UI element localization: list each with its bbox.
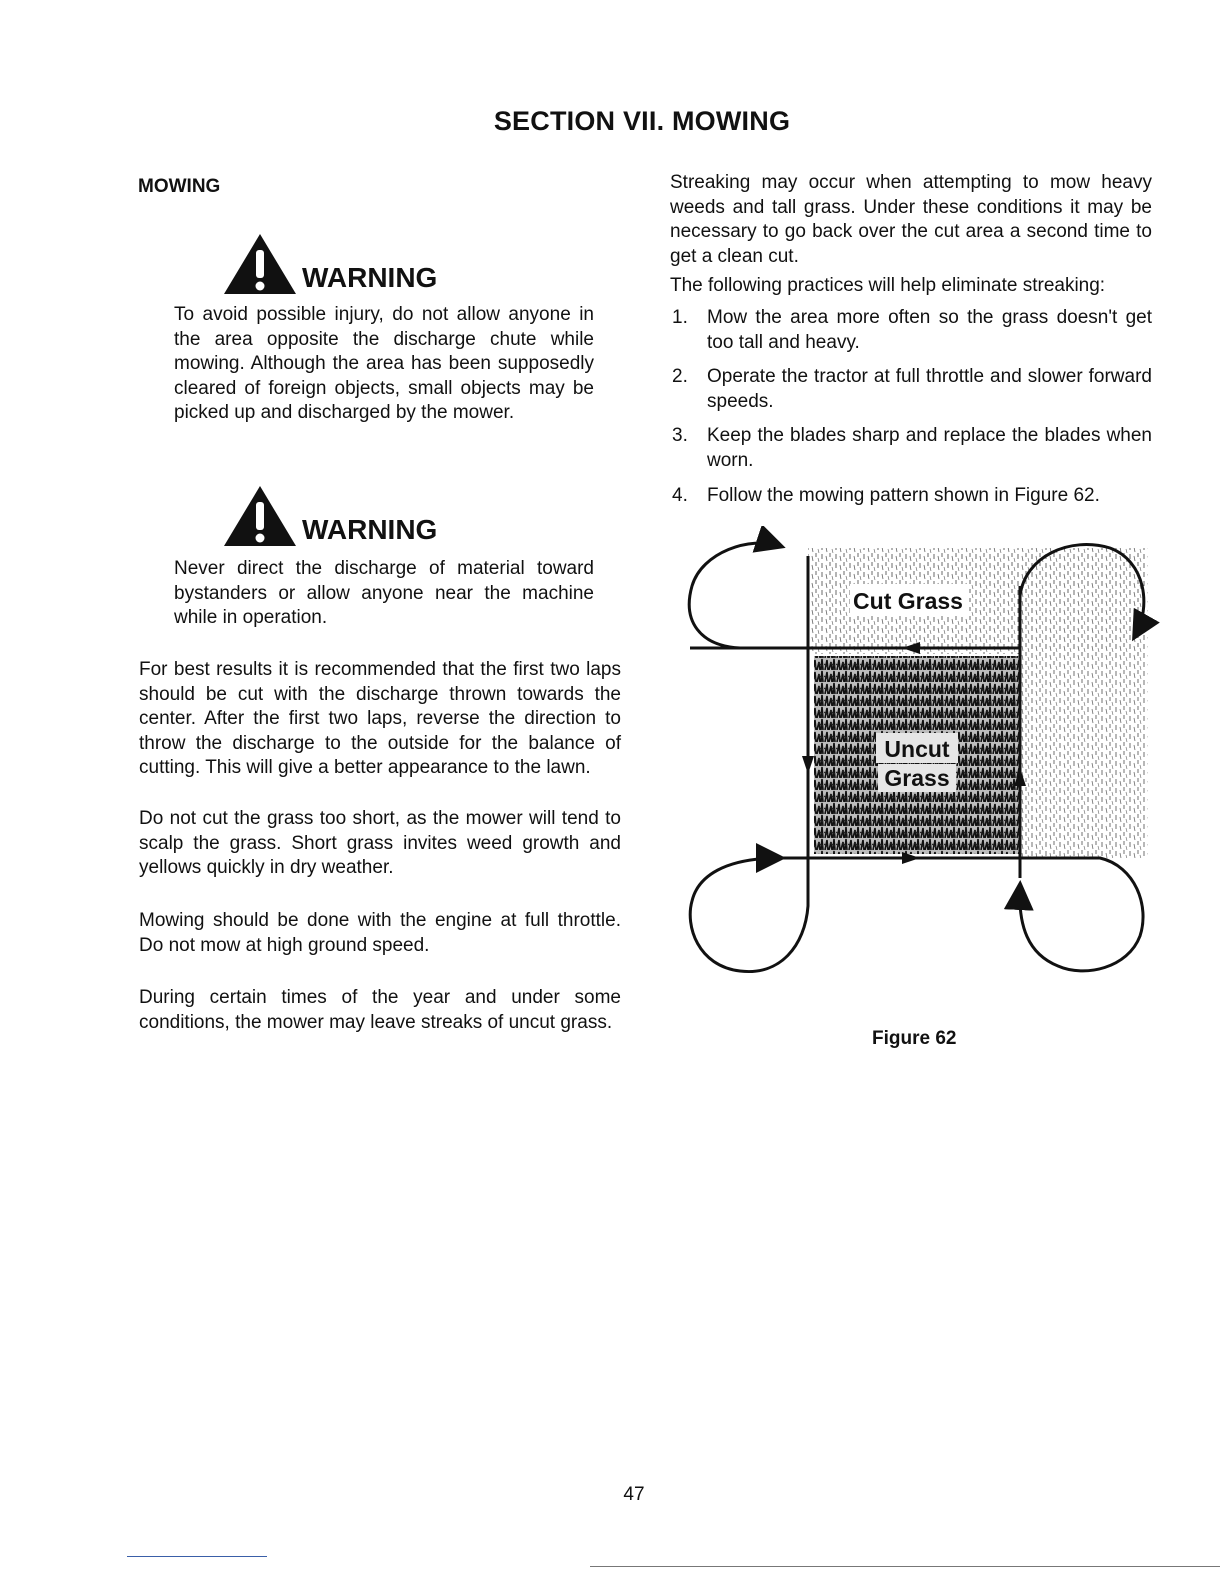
page-number: 47 [623,1484,645,1505]
list-item [670,484,1152,509]
warning-text-2: Never direct the discharge of material toward bystanders or allow anyone near the machine while in operation. [174,558,594,628]
warning-header-2 [222,484,437,548]
paragraph-streaks: During certain times of the year and under some conditions, the mower may leave streaks of uncut grass. [139,987,621,1033]
cut-grass-side-area [1020,654,1148,858]
warning-triangle-icon [222,232,298,296]
footer-rule-right [590,1566,1220,1567]
paragraph-cut-height: Do not cut the grass too short, as the mower will tend to scalp the grass. Short grass invites weed growth and yellows quickly in dry weather. [139,808,621,878]
list-intro: The following practices will help eliminate streaking: [670,275,1106,296]
list-number: 4. [672,485,688,506]
warning-header-1 [222,232,437,296]
paragraph-throttle: Mowing should be done with the engine at full throttle. Do not mow at high ground speed. [139,910,621,956]
warning-label-2: WARNING [302,514,438,545]
list-text: Follow the mowing pattern shown in Figure 62. [707,485,1100,506]
list-text: Mow the area more often so the grass doesn't get too tall and heavy. [707,307,1152,353]
uncut-grass-label-2: Grass [884,765,950,791]
warning-text-1: To avoid possible injury, do not allow anyone in the area opposite the discharge chute while mowing. Although the area has been supposedly cleared of foreign objects, small objects may be picked up and discharged by the mower. [174,304,594,423]
list-number: 1. [672,307,688,328]
paragraph-discharge: For best results it is recommended that the first two laps should be cut with the discharge thrown towards the center. After the first two laps, reverse the direction to throw the discharge to the outside for the balance of cutting. This will give a better appearance to the lawn. [139,659,621,778]
streaking-intro: Streaking may occur when attempting to mow heavy weeds and tall grass. Under these conditions it may be necessary to go back over the cut area a second time to get a clean cut. [670,172,1152,267]
footer-rule-left [127,1556,267,1557]
cut-grass-label: Cut Grass [853,588,963,614]
warning-label-1: WARNING [302,262,438,293]
mowing-pattern-diagram [680,526,1170,1006]
section-title: SECTION VII. MOWING [493,106,791,136]
uncut-grass-label-1: Uncut [884,736,950,762]
mowing-heading: MOWING [138,176,221,197]
list-number: 3. [672,425,688,446]
list-text: Operate the tractor at full throttle and slower forward speeds. [707,366,1152,412]
list-item [670,365,1152,414]
warning-triangle-icon [222,484,298,548]
figure-caption: Figure 62 [872,1028,957,1049]
list-number: 2. [672,366,688,387]
list-item [670,424,1152,473]
mowing-pattern-figure [680,526,1170,1011]
list-text: Keep the blades sharp and replace the blades when worn. [707,425,1152,471]
list-item [670,306,1152,355]
